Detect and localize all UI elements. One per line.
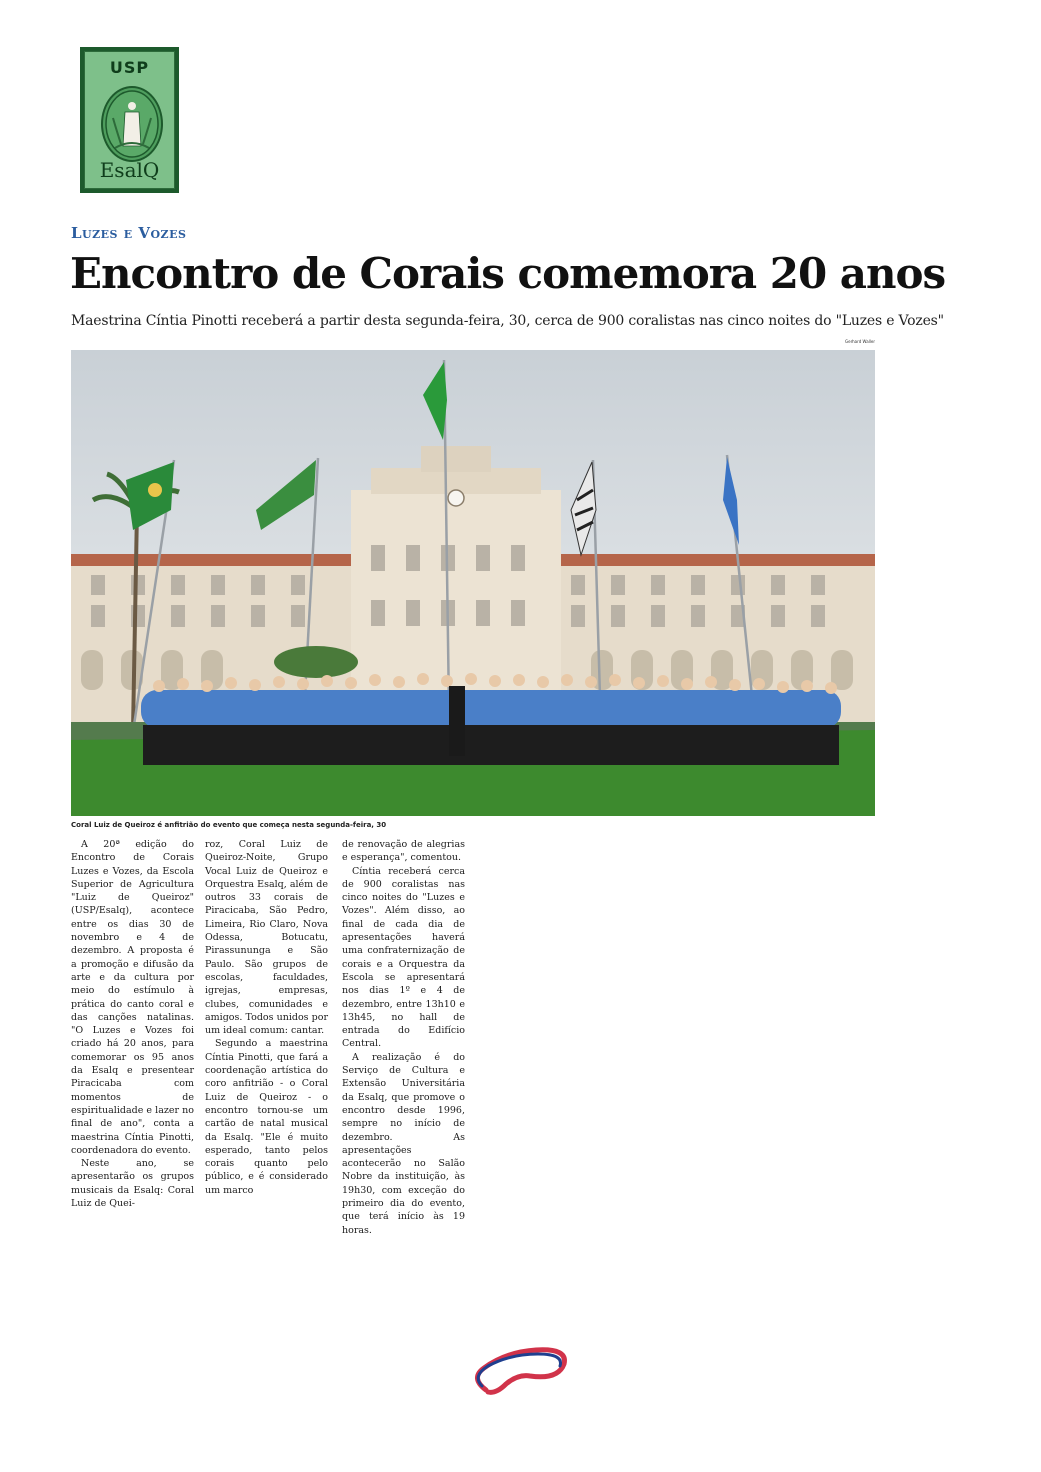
article-body — [71, 838, 467, 1236]
article-headline: Encontro de Corais comemora 20 anos — [70, 249, 946, 298]
logo-esalq-text: EsalQ — [99, 158, 160, 182]
body-paragraph: Neste ano, se apresentarão os grupos musicais da Esalq: Coral Luiz de Quei- — [71, 1158, 194, 1210]
body-paragraph: Cíntia receberá cerca de 900 coralistas nas cinco noites do "Luzes e Vozes". Além disso, ao final de cada dia de apresentações haverá uma confraternização de corais e a Orquestra da Escola se apresentará nos dias 1º e 4 de dezembro, entre 13h10 e 13h45, no hall de entrada do Edifício Central. — [342, 865, 465, 1050]
photo-caption: Coral Luiz de Queiroz é anfitrião do evento que começa nesta segunda-feira, 30 — [71, 821, 387, 829]
body-paragraph: de renovação de alegrias e esperança", comentou. — [342, 839, 465, 864]
body-paragraph: A 20ª edição do Encontro de Corais Luzes e Vozes, da Escola Superior de Agricultura "Luiz de Queiroz" (USP/Esalq), acontece entre os dias 30 de novembro e 4 de dezembro. A proposta é a promoção e difusão da arte e da cultura por meio do estímulo à prática do canto coral e das canções natalinas. "O Luzes e Vozes foi criado há 20 anos, para comemorar os 95 anos da Esalq e presentear Piracicaba com momentos de espiritualidade e lazer no final de ano", conta a maestrina Cíntia Pinotti, coordenadora do evento. — [71, 839, 194, 1156]
logo-field — [84, 51, 175, 189]
logo-seal-icon — [101, 86, 163, 162]
body-paragraph: Segundo a maestrina Cíntia Pinotti, que fará a coordenação artística do coro anfitrião - o Coral Luiz de Queiroz - o encontro tornou-se um cartão de natal musical da Esalq. "Ele é muito esperado, tanto pelos corais quanto pelo público, e é considerado um marco — [205, 1038, 328, 1196]
body-paragraph: A realização é do Serviço de Cultura e Extensão Universitária da Esalq, que promove o encontro desde 1996, sempre no início de dezembro. As apresentações acontecerão no Salão Nobre da instituição, às 19h30, com exceção do primeiro dia do evento, que terá início às 19 horas. — [342, 1051, 465, 1236]
section-kicker: Luzes e Vozes — [71, 224, 187, 242]
body-column-3 — [342, 838, 465, 1237]
footer-swoosh-icon — [466, 1340, 574, 1410]
body-column-1 — [71, 838, 194, 1210]
body-paragraph: roz, Coral Luiz de Queiroz-Noite, Grupo Vocal Luiz de Queiroz e Orquestra Esalq, além de outros 33 corais de Piracicaba, São Pedro, Limeira, Rio Claro, Nova Odessa, Botucatu, Pirassununga e São Paulo. São grupos de escolas, faculdades, igrejas, empresas, clubes, comunidades e amigos. Todos unidos por um ideal comum: cantar. — [205, 839, 328, 1037]
usp-esalq-logo — [80, 47, 179, 193]
photo-credit: Gerhard Waller — [845, 339, 875, 344]
logo-usp-text: USP — [109, 58, 150, 77]
body-column-2 — [205, 838, 328, 1197]
article-subhead: Maestrina Cíntia Pinotti receberá a partir desta segunda-feira, 30, cerca de 900 coralistas nas cinco noites do "Luzes e Vozes" — [71, 313, 944, 329]
choir-photo — [71, 350, 875, 816]
